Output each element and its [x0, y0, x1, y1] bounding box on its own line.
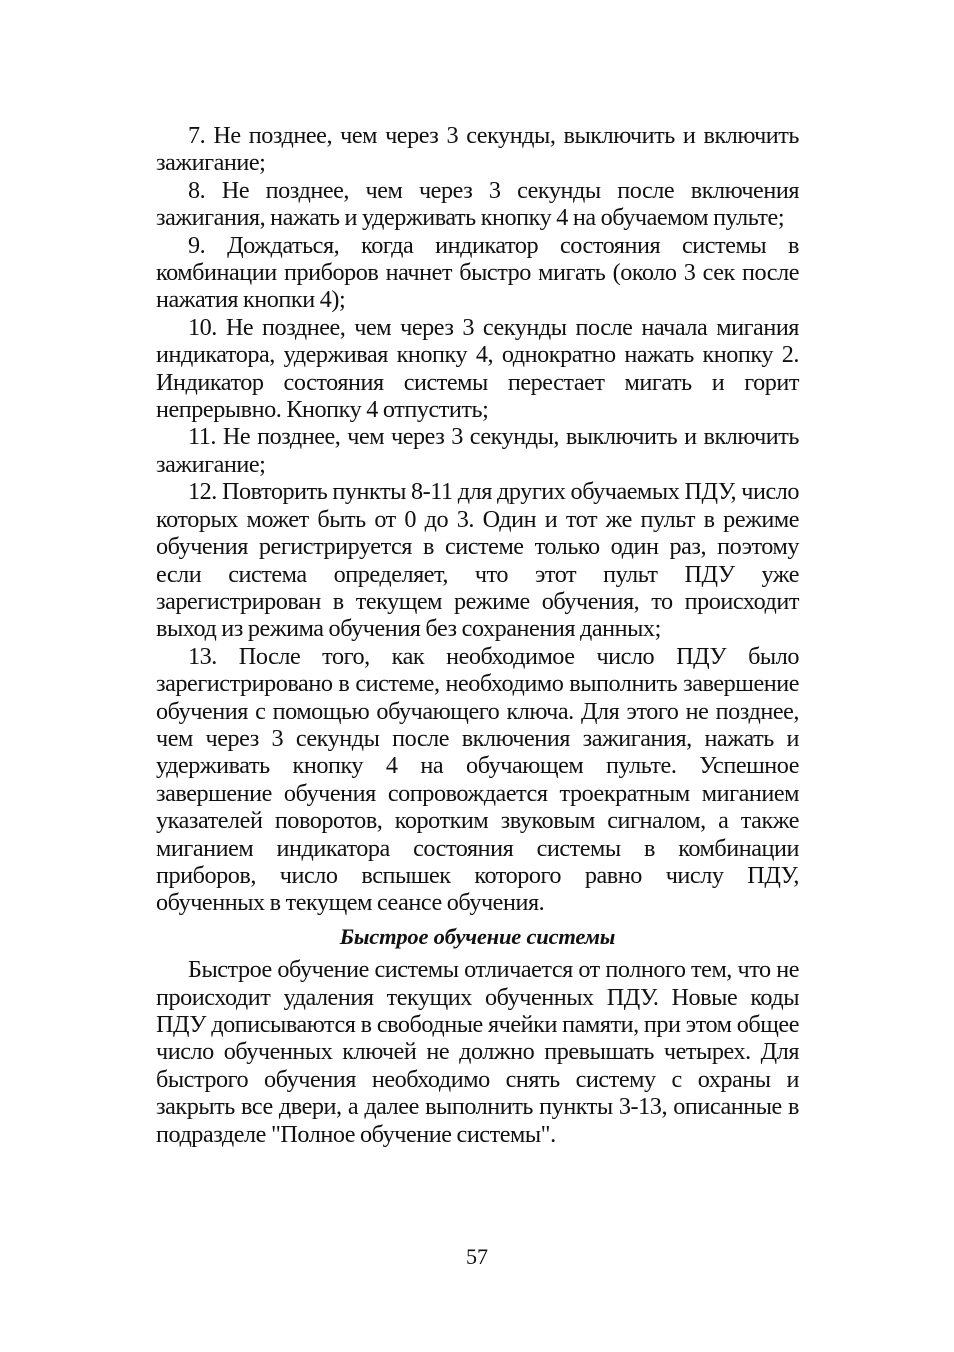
step-13: 13. После того, как необходимое число ПДУ было зарегистрировано в системе, необходимо выполнить завершение обучения с помощью обучающего ключа. Для этого не позднее, чем через 3 секунды после включения зажигания, нажать и удерживать кнопку 4 на обучающем пульте. Успешное завершение обучения сопровождается троекратным миганием указателей поворотов, коротким звуковым сигналом, а также миганием индикатора состояния системы в комбинации приборов, число вспышек которого равно числу ПДУ, обученных в текущем сеансе обучения.	[156, 642, 799, 917]
step-9: 9. Дождаться, когда индикатор состояния системы в комбинации приборов начнет быстро мигать (около 3 сек после нажатия кнопки 4);	[156, 231, 799, 314]
step-11: 11. Не позднее, чем через 3 секунды, выключить и включить зажигание;	[156, 423, 799, 478]
quick-learning-paragraph: Быстрое обучение системы отличается от полного тем, что не происходит удаления текущих обученных ПДУ. Новые коды ПДУ дописываются в свободные ячейки памяти, при этом общее число обученных ключей не должно превышать четырех. Для быстрого обучения необходимо снять систему с охраны и закрыть все двери, а далее выполнить пункты 3-13, описанные в подразделе "Полное обучение системы".	[156, 956, 799, 1148]
step-7: 7. Не позднее, чем через 3 секунды, выключить и включить зажигание;	[156, 122, 799, 177]
step-10: 10. Не позднее, чем через 3 секунды после начала мигания индикатора, удерживая кнопку 4, однократно нажать кнопку 2. Индикатор состояния системы перестает мигать и горит непрерывно. Кнопку 4 отпустить;	[156, 313, 799, 424]
page-body	[156, 122, 799, 1148]
page-number: 57	[466, 1244, 488, 1269]
section-subheading: Быстрое обучение системы	[339, 923, 616, 949]
step-8: 8. Не позднее, чем через 3 секунды после включения зажигания, нажать и удерживать кнопку 4 на обучаемом пульте;	[156, 176, 799, 232]
step-12: 12. Повторить пункты 8-11 для других обучаемых ПДУ, число которых может быть от 0 до 3. Один и тот же пульт в режиме обучения регистрируется в системе только один раз, поэтому если система определяет, что этот пульт ПДУ уже зарегистрирован в текущем режиме обучения, то происходит выход из режима обучения без сохранения данных;	[156, 478, 799, 643]
